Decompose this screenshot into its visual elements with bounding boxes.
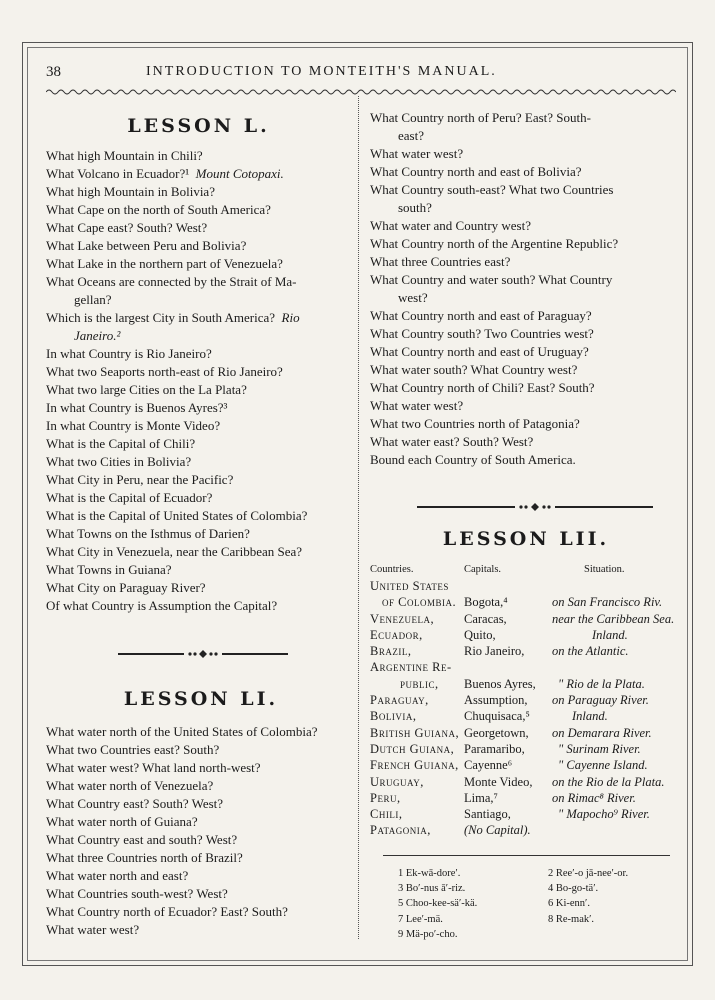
footnote-row bbox=[398, 896, 668, 911]
lesson-50-question: What Cape east? South? West? bbox=[46, 220, 208, 235]
lesson-50-question: What high Mountain in Chili? bbox=[46, 148, 203, 163]
footnote: 7 Lee′-mä. bbox=[398, 913, 443, 925]
lesson-51-question: What Country north of Ecuador? East? South? bbox=[46, 904, 288, 919]
footnote: 2 Ree′-o jā-nee′-or. bbox=[548, 868, 629, 879]
table-row: French Guiana, Cayenne⁶ " Cayenne Island. bbox=[370, 758, 648, 773]
footnote-rule bbox=[383, 855, 670, 856]
footnote: 9 Mä-po′-cho. bbox=[398, 928, 458, 940]
lesson-51-question: What two Countries east? South? bbox=[46, 742, 220, 757]
table-row: Brazil, Rio Janeiro, on the Atlantic. bbox=[370, 644, 629, 659]
lesson-50-question: What Lake in the northern part of Venezuela? bbox=[46, 256, 283, 271]
lesson-50-title: LESSON L. bbox=[127, 115, 270, 137]
lesson-50-question: What two Cities in Bolivia? bbox=[46, 454, 192, 469]
footnote-row bbox=[398, 881, 668, 896]
lesson-51-question: What water west? bbox=[370, 146, 464, 161]
column-divider bbox=[358, 96, 359, 939]
table-row: British Guiana, Georgetown, on Demarara River. bbox=[370, 725, 652, 740]
lesson-51-question: What water west? bbox=[46, 922, 140, 937]
lesson-51-question: What Country south? Two Countries west? bbox=[370, 326, 594, 341]
lesson-51-question: What water north of Guiana? bbox=[46, 814, 198, 829]
lesson-50-question: What is the Capital of United States of Colombia? bbox=[46, 508, 308, 523]
lesson-51-question: What water east? South? West? bbox=[370, 434, 534, 449]
table-row: Ecuador, Quito, Inland. bbox=[370, 627, 628, 642]
right-column bbox=[370, 109, 680, 469]
table-row: Dutch Guiana, Paramaribo, " Surinam River. bbox=[370, 741, 641, 756]
lesson-50-question: What is the Capital of Chili? bbox=[46, 436, 196, 451]
table-row: Argentine Re- bbox=[370, 660, 452, 675]
left-column bbox=[46, 115, 351, 615]
table-row: Peru, Lima,⁷ on Rimac⁸ River. bbox=[370, 790, 636, 805]
wavy-rule bbox=[46, 87, 676, 97]
lesson-50-question: In what Country is Buenos Ayres?³ bbox=[46, 400, 228, 415]
lesson-50-question: What two Seaports north-east of Rio Janeiro? bbox=[46, 364, 283, 379]
lesson-51-question: What three Countries east? bbox=[370, 254, 511, 269]
footnote-row bbox=[398, 927, 668, 942]
lesson-51-title: LESSON LI. bbox=[123, 688, 279, 710]
table-row: of Colombia. Bogota,⁴ on San Francisco Riv. bbox=[382, 595, 663, 610]
footnote-row bbox=[398, 866, 668, 881]
lesson-51-question: What water north and east? bbox=[46, 868, 189, 883]
lesson-50-question: What City in Peru, near the Pacific? bbox=[46, 472, 234, 487]
table-row: public, Buenos Ayres, " Rio de la Plata. bbox=[400, 676, 645, 691]
footnote: 6 Ki-enn′. bbox=[548, 898, 590, 910]
lesson-51-question: What water south? What Country west? bbox=[370, 362, 578, 377]
lesson-50-question-cont: gellan? bbox=[74, 292, 112, 307]
lesson-50-question: Which is the largest City in South America? Rio bbox=[46, 310, 300, 325]
answer-rio-cont: Janeiro.² bbox=[74, 328, 121, 343]
book-title: INTRODUCTION TO MONTEITH'S MANUAL. bbox=[146, 64, 497, 79]
lesson-51-question: What Country north of Chili? East? South? bbox=[370, 380, 595, 395]
lesson-51-question-cont: east? bbox=[398, 128, 424, 143]
table-row: Bolivia, Chuquisaca,⁵ Inland. bbox=[370, 709, 608, 724]
lesson-50-question: What Lake between Peru and Bolivia? bbox=[46, 238, 247, 253]
lesson-50-question: What Towns in Guiana? bbox=[46, 562, 172, 577]
table-row: Uruguay, Monte Video, on the Rio de la Plata. bbox=[370, 774, 665, 789]
footnote: 8 Re-mak′. bbox=[548, 913, 595, 925]
answer-rio: Rio bbox=[281, 310, 300, 325]
lesson-50-question: What Cape on the north of South America? bbox=[46, 202, 271, 217]
table-header-row bbox=[370, 564, 680, 579]
answer-cotopaxi: Mount Cotopaxi. bbox=[195, 166, 284, 181]
lesson-51-question-cont: south? bbox=[398, 200, 432, 215]
footnote-row bbox=[398, 912, 668, 927]
lesson-50-question: What high Mountain in Bolivia? bbox=[46, 184, 215, 199]
column-header: Situation. bbox=[584, 564, 625, 575]
lesson-52-title: LESSON LII. bbox=[442, 528, 610, 550]
lesson-51-question: What Country north of the Argentine Republic? bbox=[370, 236, 619, 251]
lesson-50-question: What two large Cities on the La Plata? bbox=[46, 382, 247, 397]
lesson-51-question: What Country north of Peru? East? South- bbox=[370, 110, 591, 125]
lesson-50-question: What Volcano in Ecuador?¹ Mount Cotopaxi. bbox=[46, 166, 284, 181]
lesson-51-question: What Countries south-west? West? bbox=[46, 886, 228, 901]
lesson-51-block bbox=[46, 688, 356, 939]
lesson-50-question: What Towns on the Isthmus of Darien? bbox=[46, 526, 250, 541]
table-row: United States bbox=[370, 579, 449, 593]
lesson-51-question: What three Countries north of Brazil? bbox=[46, 850, 243, 865]
countries-table bbox=[370, 564, 680, 840]
lesson-51-question: What Country south-east? What two Countries bbox=[370, 182, 614, 197]
lesson-50-question: What is the Capital of Ecuador? bbox=[46, 490, 213, 505]
lesson-51-question: What water and Country west? bbox=[370, 218, 532, 233]
lesson-51-question: What water north of Venezuela? bbox=[46, 778, 214, 793]
table-row: Venezuela, Caracas, near the Caribbean Sea. bbox=[370, 611, 675, 626]
lesson-51-question: What Country north and east of Bolivia? bbox=[370, 164, 582, 179]
footnote: 3 Bo′-nus ā′-riz. bbox=[398, 883, 466, 895]
ornament-divider bbox=[118, 649, 288, 659]
lesson-50-question: In what Country is Rio Janeiro? bbox=[46, 346, 212, 361]
lesson-51-question: What Country east? South? West? bbox=[46, 796, 224, 811]
lesson-51-question: What Country and water south? What Country bbox=[370, 272, 613, 287]
lesson-52-block bbox=[370, 528, 682, 840]
page-number: 38 bbox=[46, 64, 61, 80]
pronunciation-footnotes bbox=[398, 866, 668, 942]
lesson-50-question: Of what Country is Assumption the Capital? bbox=[46, 598, 278, 613]
footnote: 5 Choo-kee-sä′-kä. bbox=[398, 898, 478, 910]
lesson-51-question: What Country north and east of Paraguay? bbox=[370, 308, 592, 323]
lesson-50-question: In what Country is Monte Video? bbox=[46, 418, 221, 433]
lesson-51-question: What water north of the United States of Colombia? bbox=[46, 724, 318, 739]
lesson-50-question: What City on Paraguay River? bbox=[46, 580, 206, 595]
lesson-51-question: What water west? What land north-west? bbox=[46, 760, 261, 775]
table-row: Chili, Santiago, " Mapocho⁹ River. bbox=[370, 807, 650, 822]
lesson-51-question: What water west? bbox=[370, 398, 464, 413]
lesson-51-question-cont: west? bbox=[398, 290, 428, 305]
running-head bbox=[46, 64, 676, 86]
lesson-50-question: What City in Venezuela, near the Caribbean Sea? bbox=[46, 544, 303, 559]
ornament-divider bbox=[417, 502, 653, 512]
lesson-50-question: What Oceans are connected by the Strait of Ma- bbox=[46, 274, 297, 289]
lesson-51-instruction: Bound each Country of South America. bbox=[370, 452, 576, 467]
column-header: Capitals. bbox=[464, 564, 502, 575]
lesson-51-question: What Country north and east of Uruguay? bbox=[370, 344, 589, 359]
column-header: Countries. bbox=[370, 564, 414, 575]
table-row: Patagonia, (No Capital). bbox=[370, 823, 531, 838]
lesson-51-question: What Country east and south? West? bbox=[46, 832, 238, 847]
lesson-51-question: What two Countries north of Patagonia? bbox=[370, 416, 580, 431]
footnote: 1 Ek-wā-dore′. bbox=[398, 868, 461, 879]
table-row: Paraguay, Assumption, on Paraguay River. bbox=[370, 693, 649, 708]
footnote: 4 Bo-go-tä′. bbox=[548, 883, 599, 895]
